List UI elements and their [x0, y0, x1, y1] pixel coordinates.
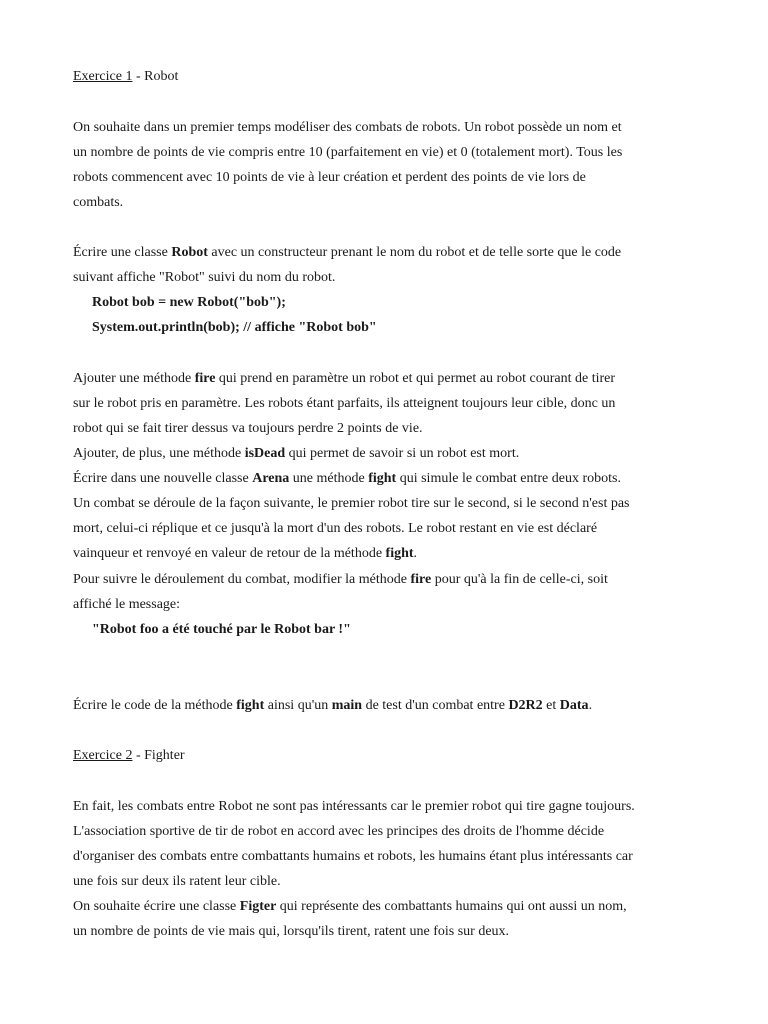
keyword-d2r2: D2R2 — [508, 698, 543, 713]
paragraph-line: robots commencent avec 10 points de vie à leur création et perdent des points de vie lors de — [73, 170, 586, 185]
paragraph-line: affiché le message: — [73, 597, 181, 612]
paragraph-line: Un combat se déroule de la façon suivante, le premier robot tire sur le second, si le second n'est pas — [73, 496, 630, 511]
exercise-1-label: Exercice 1 — [73, 69, 133, 84]
message-line: "Robot foo a été touché par le Robot bar !" — [92, 622, 351, 637]
keyword-figter: Figter — [239, 899, 277, 914]
exercise-2-heading: Exercice 2 - Fighter — [73, 748, 185, 763]
keyword-fire: fire — [410, 572, 432, 587]
keyword-fight: fight — [236, 698, 265, 713]
keyword-data: Data — [559, 698, 589, 713]
paragraph-line: un nombre de points de vie compris entre 10 (parfaitement en vie) et 0 (totalement mort). Tous les — [73, 145, 623, 160]
paragraph-line: Écrire dans une nouvelle classe Arena une méthode fight qui simule le combat entre deux robots. — [73, 471, 621, 486]
paragraph-line: combats. — [73, 195, 124, 210]
keyword-fight: fight — [368, 471, 397, 486]
paragraph-line: En fait, les combats entre Robot ne sont pas intéressants car le premier robot qui tire gagne toujours. — [73, 799, 635, 814]
paragraph-line: Écrire le code de la méthode fight ainsi qu'un main de test d'un combat entre D2R2 et Data. — [73, 698, 593, 713]
paragraph-line: On souhaite écrire une classe Figter qui représente des combattants humains qui ont aussi un nom, — [73, 899, 627, 914]
paragraph-line: vainqueur et renvoyé en valeur de retour de la méthode fight. — [73, 546, 418, 561]
paragraph-line: On souhaite dans un premier temps modéliser des combats de robots. Un robot possède un nom et — [73, 120, 622, 135]
keyword-fire: fire — [194, 371, 216, 386]
paragraph-line: suivant affiche "Robot" suivi du nom du robot. — [73, 270, 336, 285]
paragraph-line: d'organiser des combats entre combattants humains et robots, les humains étant plus intéressants car — [73, 849, 633, 864]
exercise-1-heading: Exercice 1 - Robot — [73, 69, 179, 84]
paragraph-line: robot qui se fait tirer dessus va toujours perdre 2 points de vie. — [73, 421, 423, 436]
paragraph-line: Ajouter, de plus, une méthode isDead qui permet de savoir si un robot est mort. — [73, 446, 520, 461]
paragraph-line: Écrire une classe Robot avec un constructeur prenant le nom du robot et de telle sorte que le code — [73, 245, 622, 260]
paragraph-line: Pour suivre le déroulement du combat, modifier la méthode fire pour qu'à la fin de celle-ci, soit — [73, 572, 608, 587]
code-line: Robot bob = new Robot("bob"); — [92, 295, 286, 310]
exercise-2-label: Exercice 2 — [73, 748, 133, 763]
code-line: System.out.println(bob); // affiche "Robot bob" — [92, 320, 377, 335]
paragraph-line: L'association sportive de tir de robot en accord avec les principes des droits de l'homme décide — [73, 824, 605, 839]
keyword-isdead: isDead — [244, 446, 286, 461]
paragraph-line: Ajouter une méthode fire qui prend en paramètre un robot et qui permet au robot courant de tirer — [73, 371, 616, 386]
paragraph-line: un nombre de points de vie mais qui, lorsqu'ils tirent, ratent une fois sur deux. — [73, 924, 510, 939]
paragraph-line: sur le robot pris en paramètre. Les robots étant parfaits, ils atteignent toujours leur cible, donc un — [73, 396, 616, 411]
keyword-arena: Arena — [252, 471, 290, 486]
keyword-main: main — [331, 698, 363, 713]
paragraph-line: mort, celui-ci réplique et ce jusqu'à la mort d'un des robots. Le robot restant en vie est déclaré — [73, 521, 598, 536]
paragraph-line: une fois sur deux ils ratent leur cible. — [73, 874, 281, 889]
keyword-fight: fight — [385, 546, 414, 561]
keyword-robot: Robot — [171, 245, 208, 260]
